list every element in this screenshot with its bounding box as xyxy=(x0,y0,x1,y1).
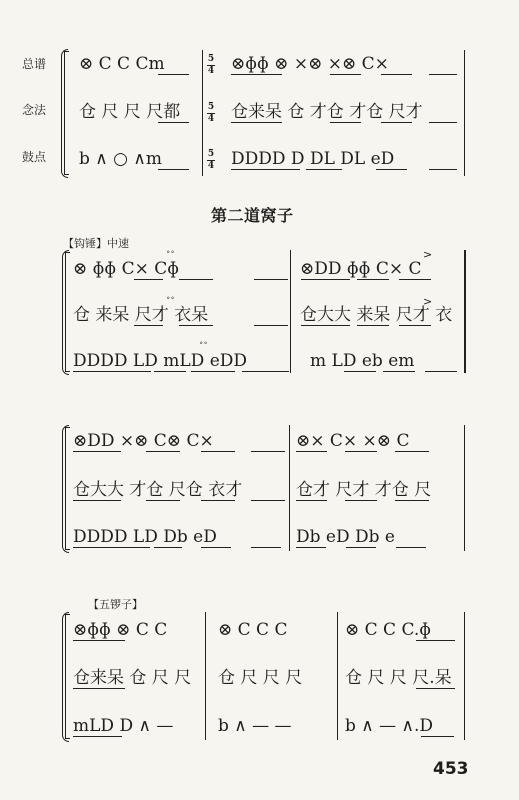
block-c-row-3-a: mLD D ∧ — xyxy=(73,716,174,736)
block-b-row-1-right: ⊗× C× ×⊗ C xyxy=(296,431,410,451)
block-a-row-1-right: ⊗DD ɸɸ C× C xyxy=(300,259,422,279)
top-underline-3 xyxy=(330,74,361,75)
block-b-inner-bracket xyxy=(65,427,70,550)
block-c-row-2-a: 仓来呆 仓 尺 尺 xyxy=(73,668,192,688)
block-b-underline-6 xyxy=(345,451,377,452)
block-b-underline-5 xyxy=(296,451,327,452)
block-c-underline-2 xyxy=(416,640,455,641)
block-a-underline-8 xyxy=(179,325,213,326)
block-a-row-2-left: 仓 来呆 尺才 衣呆 xyxy=(73,305,209,325)
block-a-accent-2: > xyxy=(423,295,433,308)
block-a-underline-12 xyxy=(399,325,431,326)
top-meter-den-3: 4 xyxy=(207,161,215,171)
block-b-row-3-right: Db eD Db e xyxy=(296,527,395,547)
top-underline-1 xyxy=(158,74,189,75)
page-number: 453 xyxy=(433,759,469,779)
top-row-1-right: ⊗ɸɸ ⊗ ×⊗ ×⊗ C× xyxy=(231,54,389,74)
block-a-underline-19 xyxy=(425,371,457,372)
block-c-inner-bracket xyxy=(65,614,70,739)
block-a-underline-5 xyxy=(357,279,389,280)
block-b-underline-16 xyxy=(154,547,182,548)
block-a-underline-4 xyxy=(301,279,350,280)
top-meter-num-2: 5 xyxy=(207,102,215,112)
top-barline-left xyxy=(202,50,203,176)
top-underline-4 xyxy=(381,74,412,75)
block-b-underline-9 xyxy=(146,500,180,501)
block-c-row-2-c: 仓 尺 尺 尺.呆 xyxy=(345,668,452,688)
block-c-underline-4 xyxy=(416,688,455,689)
block-a-underline-2 xyxy=(179,279,213,280)
block-a-underline-10 xyxy=(301,325,350,326)
top-underline-11 xyxy=(158,169,189,170)
block-b-barline-right xyxy=(464,425,465,551)
block-b-underline-2 xyxy=(146,451,180,452)
top-barline-right xyxy=(464,50,465,176)
top-underline-12 xyxy=(231,169,300,170)
block-b-underline-21 xyxy=(396,547,426,548)
block-b-barline-middle xyxy=(289,425,290,551)
top-underline-10 xyxy=(429,122,457,123)
section-title: 第二道窝子 xyxy=(211,206,294,225)
block-b-underline-20 xyxy=(346,547,376,548)
block-c-row-3-c: b ∧ — ∧.D xyxy=(345,716,434,736)
block-a-accent-1: > xyxy=(423,248,433,261)
block-a-row-1-left: ⊗ ɸɸ C× Cɸ xyxy=(73,259,180,279)
block-c-row-2-b: 仓 尺 尺 尺 xyxy=(218,668,303,688)
block-c-barline-2 xyxy=(337,612,338,740)
block-b-underline-8 xyxy=(73,500,121,501)
block-b-underline-10 xyxy=(201,500,235,501)
block-a-underline-13 xyxy=(73,371,151,372)
top-underline-9 xyxy=(381,122,412,123)
block-a-barline-right xyxy=(464,250,466,373)
block-a-inner-bracket xyxy=(65,252,70,372)
block-a-dots-1: ∘∘ xyxy=(166,248,175,256)
block-b-underline-3 xyxy=(201,451,235,452)
block-b-underline-11 xyxy=(251,500,285,501)
block-b-underline-12 xyxy=(296,500,327,501)
top-meter-den-1: 4 xyxy=(207,66,215,76)
block-a-underline-15 xyxy=(191,371,235,372)
block-b-underline-18 xyxy=(251,547,281,548)
block-a-underline-16 xyxy=(242,371,289,372)
block-c-underline-3 xyxy=(73,688,125,689)
block-a-dots-3: ∘∘ xyxy=(199,339,208,347)
block-c-row-1-b: ⊗ C C C xyxy=(218,620,288,640)
label-nianfa: 念法 xyxy=(21,103,46,117)
top-underline-13 xyxy=(306,169,342,170)
section-note: 【钩锤】中速 xyxy=(63,237,129,250)
top-underline-7 xyxy=(231,122,282,123)
block-c-barline-3 xyxy=(464,612,465,740)
top-row-3-right: DDDD D DL DL eD xyxy=(231,149,395,169)
top-underline-5 xyxy=(429,74,457,75)
block-a-barline-middle xyxy=(290,250,291,373)
block-c-underline-5 xyxy=(73,736,122,737)
block-c-underline-6 xyxy=(421,736,454,737)
block-c-row-1-c: ⊗ C C C.ɸ xyxy=(345,620,432,640)
block-a-underline-11 xyxy=(357,325,389,326)
block-b-underline-7 xyxy=(395,451,429,452)
block-a-underline-1 xyxy=(134,279,163,280)
top-meter-num-3: 5 xyxy=(207,149,215,159)
top-underline-8 xyxy=(330,122,361,123)
label-zongpu: 总谱 xyxy=(21,57,46,71)
top-meter-row-2 xyxy=(207,103,215,124)
top-meter-row-1 xyxy=(207,55,215,76)
top-row-2-left: 仓 尺 尺 尺都 xyxy=(79,102,181,122)
block-b-underline-19 xyxy=(296,547,326,548)
block-c-note: 【五锣子】 xyxy=(88,598,143,611)
block-b-row-3-left: DDDD LD Db eD xyxy=(73,527,217,547)
top-meter-den-2: 4 xyxy=(207,114,215,124)
block-a-row-3-left: DDDD LD mLD eDD xyxy=(73,351,248,371)
block-b-underline-13 xyxy=(345,500,377,501)
top-underline-2 xyxy=(231,74,282,75)
block-b-row-2-right: 仓才 尺才 才仓 尺 xyxy=(296,480,432,500)
block-c-row-1-a: ⊗ɸɸ ⊗ C C xyxy=(73,620,168,640)
top-underline-15 xyxy=(429,169,457,170)
block-b-underline-17 xyxy=(201,547,231,548)
block-b-row-1-left: ⊗DD ×⊗ C⊗ C× xyxy=(73,431,214,451)
top-block-inner-bracket xyxy=(64,51,69,175)
block-a-underline-14 xyxy=(154,371,186,372)
top-underline-6 xyxy=(158,122,189,123)
block-b-underline-14 xyxy=(395,500,429,501)
block-b-row-2-left: 仓大大 才仓 尺仓 衣才 xyxy=(73,480,243,500)
block-a-underline-18 xyxy=(383,371,415,372)
block-c-underline-1 xyxy=(73,640,125,641)
block-b-underline-15 xyxy=(73,547,150,548)
block-a-underline-17 xyxy=(344,371,376,372)
top-row-1-left: ⊗ C C Cm xyxy=(79,54,165,74)
top-row-2-right: 仓来呆 仓 才仓 才仓 尺才 xyxy=(231,102,423,122)
top-meter-num-1: 5 xyxy=(207,54,215,64)
block-a-row-3-right: m LD eb em xyxy=(310,351,415,371)
top-underline-14 xyxy=(376,169,407,170)
block-a-row-2-right: 仓大大 来呆 尺才 衣 xyxy=(300,305,453,325)
block-a-underline-6 xyxy=(399,279,431,280)
block-a-underline-7 xyxy=(134,325,163,326)
block-a-dots-2: ∘∘ xyxy=(166,294,175,302)
block-a-underline-9 xyxy=(254,325,288,326)
block-a-underline-3 xyxy=(254,279,288,280)
label-guodian: 鼓点 xyxy=(21,150,46,164)
top-row-3-left: b ∧ ○ ∧m xyxy=(79,149,162,169)
block-c-barline-1 xyxy=(205,612,206,740)
top-meter-row-3 xyxy=(207,150,215,171)
block-c-row-3-b: b ∧ — — xyxy=(218,716,292,736)
block-b-underline-4 xyxy=(251,451,285,452)
block-b-underline-1 xyxy=(73,451,121,452)
